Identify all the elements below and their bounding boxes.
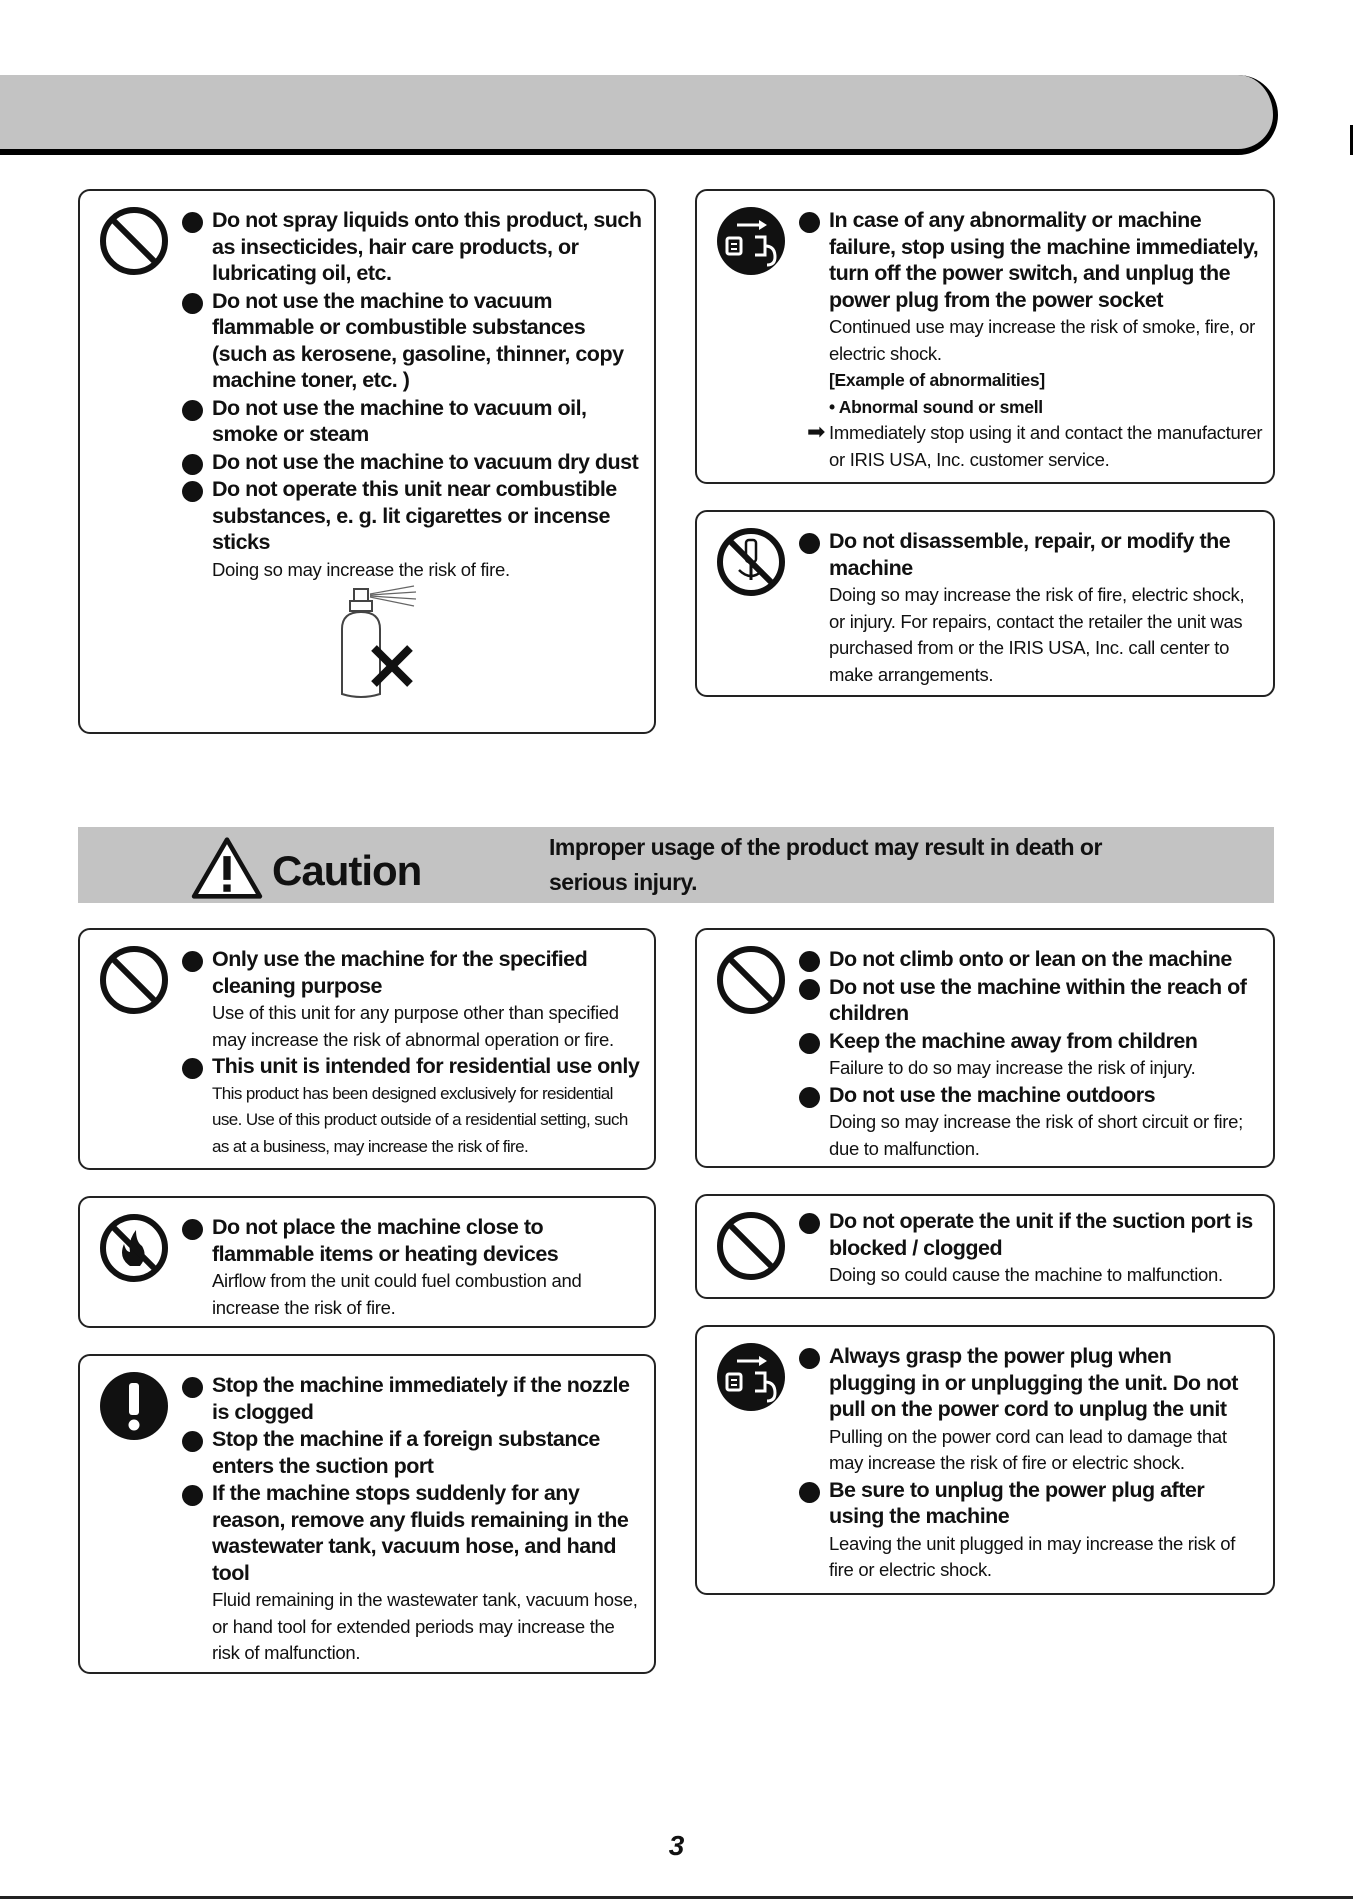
item-title: Do not use the machine to vacuum dry dust [212, 449, 639, 474]
action-text: Immediately stop using it and contact the manufacturer or IRIS USA, Inc. customer service. [829, 422, 1263, 470]
unplug-icon [715, 1341, 787, 1413]
item-title: Do not spray liquids onto this product, such as insecticides, hair care products, or lubricating oil, etc. [212, 208, 642, 285]
item-title: Do not operate the unit if the suction port is blocked / clogged [829, 1209, 1253, 1260]
action-line [799, 420, 1263, 473]
item-title: In case of any abnormality or machine failure, stop using the machine immediately, turn off the power switch, and unplug the power plug from the power socket [829, 208, 1259, 312]
caution-box-purpose [78, 928, 656, 1170]
caution-box-nozzle [78, 1354, 656, 1674]
arrow-right-icon: ➡ [807, 419, 826, 444]
item-description: Pulling on the power cord can lead to damage that may increase the risk of fire or electric shock. [829, 1425, 1227, 1473]
item-description: Continued use may increase the risk of smoke, fire, or electric shock. [829, 316, 1255, 364]
list-item [182, 476, 644, 556]
no-fire-icon [98, 1212, 170, 1284]
prohibition-icon [98, 944, 170, 1016]
item-description: Leaving the unit plugged in may increase the risk of fire or electric shock. [829, 1532, 1236, 1580]
item-title: Always grasp the power plug when plugging in or unplugging the unit. Do not pull on the power cord to unplug the unit [829, 1344, 1238, 1421]
warning-triangle-icon [190, 836, 264, 900]
list-item [799, 1028, 1263, 1055]
list-item [182, 1214, 644, 1267]
list-item [182, 1372, 644, 1425]
item-title: Do not climb onto or lean on the machine [829, 947, 1232, 971]
list-item [182, 449, 644, 476]
list-item [799, 946, 1263, 973]
no-disassembly-icon [715, 526, 787, 598]
list-item [182, 1426, 644, 1479]
list-item [182, 1480, 644, 1586]
item-title: Do not operate this unit near combustible substances, e. g. lit cigarettes or incense sticks [212, 477, 617, 554]
header-bar [0, 75, 1278, 155]
item-title: Keep the machine away from children [829, 1028, 1198, 1053]
item-title: This unit is intended for residential use only [212, 1054, 640, 1078]
warning-box-abnormality [695, 189, 1275, 484]
item-title: Stop the machine if a foreign substance enters the suction port [212, 1427, 600, 1478]
list-item [182, 946, 644, 999]
item-description: Doing so could cause the machine to malfunction. [829, 1264, 1223, 1285]
caution-message: Improper usage of the product may result in death or serious injury. [549, 834, 1102, 895]
list-item [799, 207, 1263, 313]
item-title: Do not use the machine to vacuum oil, smoke or steam [212, 395, 587, 446]
item-description: Doing so may increase the risk of fire, electric shock, or injury. For repairs, contact the retailer the unit was purchased from or the IRIS USA, Inc. call center to make arrangements. [829, 584, 1245, 685]
item-title: Do not disassemble, repair, or modify the machine [829, 529, 1231, 580]
prohibition-icon [98, 205, 170, 277]
unplug-icon [715, 205, 787, 277]
prohibition-icon [715, 1210, 787, 1282]
item-description: Failure to do so may increase the risk of injury. [829, 1057, 1196, 1078]
item-title: Do not use the machine to vacuum flammable or combustible substances (such as kerosene, gasoline, thinner, copy machine toner, etc. ) [212, 288, 624, 392]
warning-box-liquids [78, 189, 656, 734]
caution-box-suction [695, 1194, 1275, 1299]
item-description: This product has been designed exclusively for residential use. Use of this product outside of a residential setting, such as at a business, may increase the risk of fire. [212, 1083, 628, 1156]
list-item [799, 1082, 1263, 1109]
list-item [799, 1477, 1263, 1530]
spray-can-prohibited-icon [334, 584, 434, 704]
item-description: Use of this unit for any purpose other than specified may increase the risk of abnormal operation or fire. [212, 1002, 619, 1050]
list-item [182, 207, 644, 287]
list-item [182, 395, 644, 448]
item-title: Do not use the machine within the reach of children [829, 974, 1247, 1025]
item-title: Do not use the machine outdoors [829, 1082, 1156, 1107]
prohibition-icon [715, 944, 787, 1016]
list-item [799, 528, 1263, 581]
list-item [799, 1343, 1263, 1423]
list-item [799, 974, 1263, 1027]
caution-box-flammable [78, 1196, 656, 1328]
list-item [182, 288, 644, 394]
item-description: Doing so may increase the risk of fire. [212, 558, 510, 580]
page-number: 3 [668, 1830, 685, 1861]
item-title: Do not place the machine close to flammable items or heating devices [212, 1215, 559, 1266]
caution-box-power-plug [695, 1325, 1275, 1595]
item-title: Be sure to unplug the power plug after using the machine [829, 1477, 1205, 1528]
item-title: Stop the machine immediately if the nozzle is clogged [212, 1373, 630, 1424]
item-title: Only use the machine for the specified cleaning purpose [212, 947, 588, 998]
caution-title: Caution [272, 847, 422, 894]
example-item: • Abnormal sound or smell [829, 396, 1043, 417]
list-item [182, 1053, 644, 1080]
item-description: Airflow from the unit could fuel combustion and increase the risk of fire. [212, 1270, 582, 1318]
warning-box-disassemble [695, 510, 1275, 697]
list-item [799, 1208, 1263, 1261]
item-title: If the machine stops suddenly for any reason, remove any fluids remaining in the wastewater tank, vacuum hose, and hand tool [212, 1481, 629, 1585]
caution-box-children [695, 928, 1275, 1168]
item-description: Doing so may increase the risk of short circuit or fire; due to malfunction. [829, 1111, 1243, 1159]
item-description: Fluid remaining in the wastewater tank, vacuum hose, or hand tool for extended periods may increase the risk of malfunction. [212, 1589, 638, 1663]
mandatory-exclamation-icon [98, 1370, 170, 1442]
example-heading: [Example of abnormalities] [829, 370, 1045, 390]
